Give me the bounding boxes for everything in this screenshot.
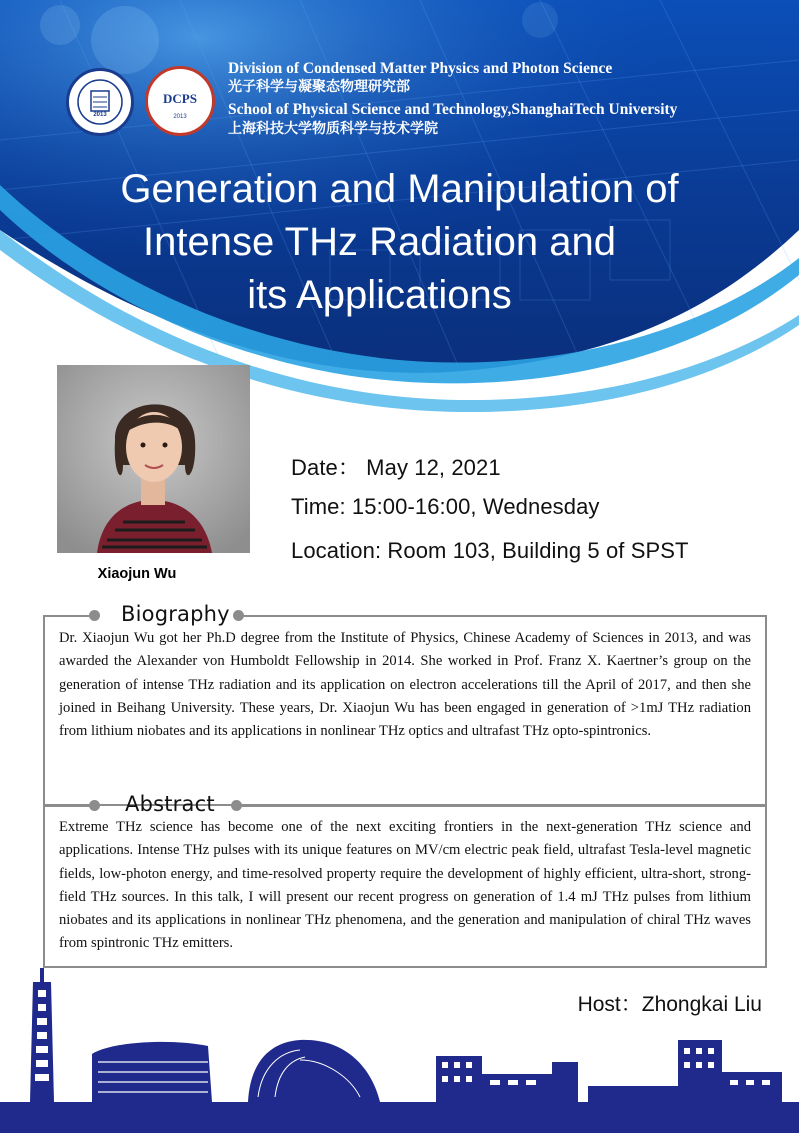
- logo1-year: 2013: [93, 112, 107, 118]
- abstract-text: Extreme THz science has become one of the next exciting frontiers in the next-generation THz science and applications. Intense THz pulses with its unique features on MV/cm electric peak field, ultrafast Tesla-level magnetic fields, low-photon energy, and time-resolved property require the development of highly efficient, ultra-short, strong-field THz sources. In this talk, I will present our recent progress on generation of 1.4 mJ THz pulses from lithium niobates and its applications in nonlinear THz phenomena, and the generation and manipulation of chiral THz waves from spintronic THz emitters.: [59, 819, 751, 952]
- biography-text: Dr. Xiaojun Wu got her Ph.D degree from the Institute of Physics, Chinese Academy of Sciences in 2013, and was awarded the Alexander von Humboldt Fellowship in 2014. She worked in Prof. Franz X. Kaertner’s group on the generation of intense THz radiation and its application on electron accelerations till the April of 2017, and then she joined in Beihang University. These years, Dr. Xiaojun Wu has been engaged in generation of >1mJ THz radiation from lithium niobates and its applications in nonlinear THz optics and ultrafast THz opto-spintronics.: [59, 630, 751, 740]
- talk-title-line1: Generation and Manipulation of: [120, 167, 679, 211]
- header-school-zh: 上海科技大学物质科学与技术学院: [228, 121, 438, 137]
- talk-title-line2: Intense THz Radiation and: [143, 220, 616, 264]
- header-school-en: School of Physical Science and Technology,ShanghaiTech University: [228, 101, 678, 118]
- abstract-heading: Abstract: [125, 792, 215, 816]
- biography-box: [43, 615, 767, 806]
- speaker-photo: [57, 365, 250, 553]
- event-time: Time: 15:00-16:00, Wednesday: [291, 494, 600, 519]
- header-division-en: Division of Condensed Matter Physics and Photon Science: [228, 60, 613, 77]
- header-division-zh: 光子科学与凝聚态物理研究部: [228, 79, 410, 95]
- biography-heading: Biography: [121, 602, 230, 626]
- shanghaitech-university-logo: [66, 68, 134, 136]
- event-date: Date： May 12, 2021: [291, 455, 501, 480]
- logo2-year: 2013: [173, 114, 187, 120]
- abstract-box: [43, 805, 767, 968]
- dcps-logo: [145, 66, 215, 136]
- talk-title-line3: its Applications: [247, 273, 512, 317]
- speaker-name: Xiaojun Wu: [97, 566, 177, 582]
- event-location: Location: Room 103, Building 5 of SPST: [291, 538, 689, 563]
- host-name: Host：Zhongkai Liu: [577, 993, 762, 1016]
- logo2-text: DCPS: [163, 91, 197, 106]
- campus-skyline-footer: [0, 962, 799, 1133]
